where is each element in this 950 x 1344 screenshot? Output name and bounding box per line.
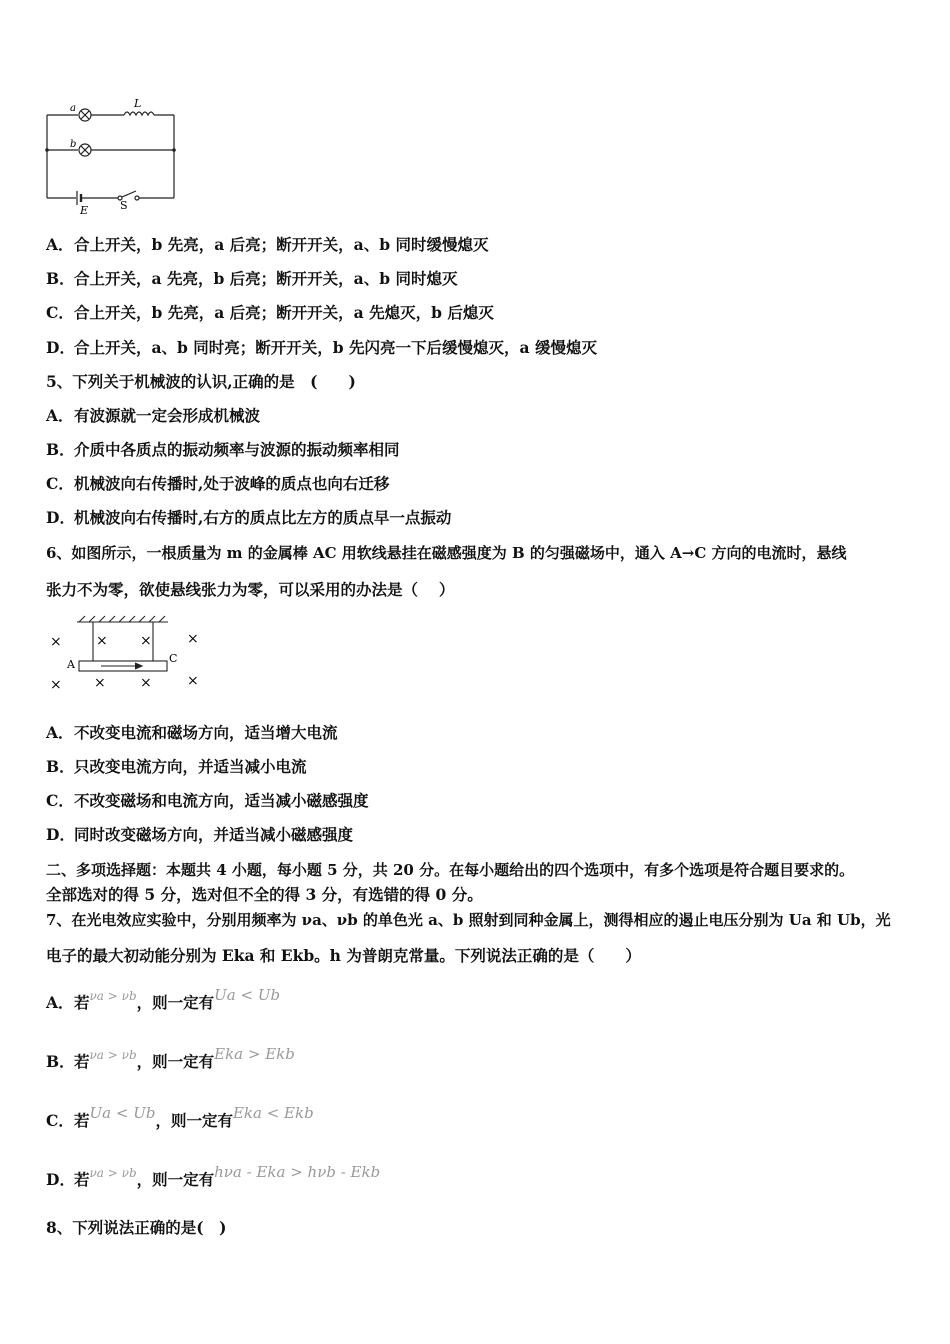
lamp-b-label: b <box>70 139 77 150</box>
q6-option-c: C．不改变磁场和电流方向，适当减小磁感强度 <box>46 791 369 810</box>
q7-option-a: A．若$^{\nu a > \nu b}$，则一定有Ua < Ub <box>46 986 281 1012</box>
q6-stem-line1: 6、如图所示，一根质量为 m 的金属棒 AC 用软线悬挂在磁感强度为 B 的匀强磁场中，通入 A→C 方向的电流时，悬线 <box>46 544 847 562</box>
q6-option-a: A．不改变电流和磁场方向，适当增大电流 <box>46 723 338 742</box>
q7-stem-line1: 7、在光电效应实验中，分别用频率为 νa、νb 的单色光 a、b 照射到同种金属上，测得相应的遏止电压分别为 Ua 和 Ub，光 <box>46 911 891 929</box>
q7-option-d: D．若$^{\nu a > \nu b}$，则一定有hνa - Eka > hνb - Ekb <box>46 1163 381 1189</box>
q7-option-c-result: Eka < Ekb <box>232 1104 314 1122</box>
q7-option-d-result: hνa - Eka > hνb - Ekb <box>214 1163 381 1181</box>
q5-option-c: C．机械波向右传播时,处于波峰的质点也向右迁移 <box>46 474 390 493</box>
q4-option-b: B．合上开关，a 先亮，b 后亮；断开开关，a、b 同时熄灭 <box>46 269 458 288</box>
field-cross: × <box>50 677 62 693</box>
q7-option-a-result: Ua < Ub <box>214 986 281 1004</box>
q7-option-a-condition: νa > νb <box>89 989 137 1003</box>
q6-stem-line2: 张力不为零，欲使悬线张力为零，可以采用的办法是（ ） <box>46 580 455 599</box>
q7-option-b-condition: νa > νb <box>89 1048 137 1062</box>
field-cross: × <box>50 634 62 650</box>
field-cross: × <box>187 631 199 647</box>
q8-stem: 8、下列说法正确的是( ) <box>46 1218 227 1237</box>
q7-option-d-condition: νa > νb <box>89 1166 137 1180</box>
q5-option-d: D．机械波向右传播时,右方的质点比左方的质点早一点振动 <box>46 508 452 527</box>
q5-stem: 5、下列关于机械波的认识,正确的是 ( ) <box>46 372 356 391</box>
field-cross: × <box>140 633 152 649</box>
field-cross: × <box>187 673 199 689</box>
field-cross: × <box>94 675 106 691</box>
circuit-figure <box>40 95 185 220</box>
q6-option-d: D．同时改变磁场方向，并适当减小磁感强度 <box>46 825 354 844</box>
junction-dot <box>45 148 49 152</box>
section2-line1: 二、多项选择题：本题共 4 小题，每小题 5 分，共 20 分。在每小题给出的四个选项中，有多个选项是符合题目要求的。 <box>46 861 855 879</box>
q5-option-a: A．有波源就一定会形成机械波 <box>46 406 261 425</box>
lamp-a-label: a <box>70 103 76 114</box>
q4-option-d: D．合上开关，a、b 同时亮；断开开关，b 先闪亮一下后缓慢熄灭，a 缓慢熄灭 <box>46 338 597 357</box>
q7-option-c: C．若Ua < Ub，则一定有Eka < Ekb <box>46 1104 314 1130</box>
q7-option-c-condition: Ua < Ub <box>89 1104 156 1122</box>
q7-stem-line2: 电子的最大初动能分别为 Eka 和 Ekb。h 为普朗克常量。下列说法正确的是（ ） <box>46 946 641 965</box>
q4-option-c: C．合上开关，b 先亮，a 后亮；断开开关，a 先熄灭，b 后熄灭 <box>46 303 494 322</box>
q7-option-b: B．若$^{\nu a > \nu b}$，则一定有Eka > Ekb <box>46 1045 295 1071</box>
q6-option-b: B．只改变电流方向，并适当减小电流 <box>46 757 307 776</box>
rod-end-a-label: A <box>67 658 75 671</box>
rod-end-c-label: C <box>169 652 178 665</box>
switch-label: S <box>120 199 128 212</box>
inductor-label: L <box>134 97 142 110</box>
junction-dot <box>172 148 176 152</box>
battery-label: E <box>80 204 89 217</box>
magnetic-field-figure <box>45 612 210 694</box>
q5-option-b: B．介质中各质点的振动频率与波源的振动频率相同 <box>46 440 400 459</box>
q4-option-a: A．合上开关，b 先亮，a 后亮；断开开关，a、b 同时缓慢熄灭 <box>46 235 489 254</box>
field-cross: × <box>140 675 152 691</box>
field-cross: × <box>96 633 108 649</box>
section2-line2: 全部选对的得 5 分，选对但不全的得 3 分，有选错的得 0 分。 <box>46 885 483 904</box>
q7-option-b-result: Eka > Ekb <box>214 1045 295 1063</box>
